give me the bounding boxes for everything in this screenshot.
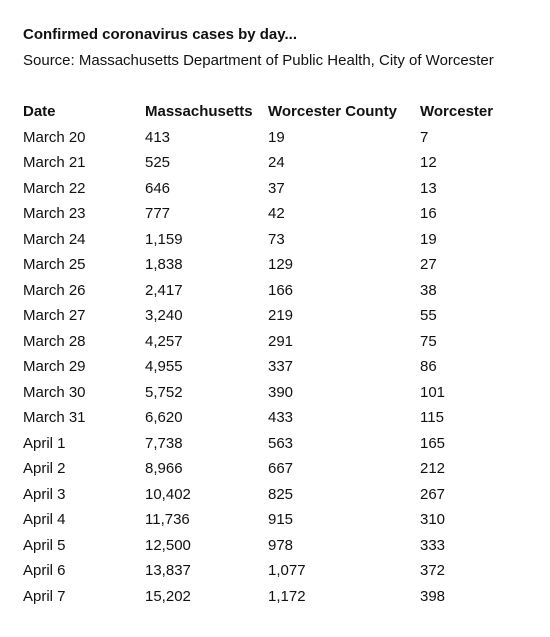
table-row — [23, 584, 510, 610]
cell-massachusetts: 4,955 — [145, 358, 183, 375]
table-row — [23, 125, 510, 151]
cell-worcester: 19 — [420, 230, 437, 248]
cell-date: April 7 — [23, 587, 66, 605]
table-row — [23, 354, 510, 380]
cell-worcester: 75 — [420, 332, 437, 350]
cell-massachusetts: 413 — [145, 128, 171, 146]
cell-date: March 25 — [23, 256, 86, 273]
cell-massachusetts: 7,738 — [145, 434, 183, 452]
cell-worcester: 38 — [420, 281, 437, 299]
cell-worcester-county: 1,172 — [268, 587, 306, 605]
table-row — [23, 507, 510, 533]
table-row — [23, 380, 510, 406]
cell-worcester-county: 1,077 — [268, 562, 306, 579]
cell-worcester: 310 — [420, 511, 446, 528]
cell-date: March 28 — [23, 332, 86, 350]
cell-worcester-county: 825 — [268, 485, 294, 503]
cell-date: April 1 — [23, 434, 66, 452]
cell-worcester-county: 978 — [268, 536, 294, 554]
table-row — [23, 456, 510, 482]
table-row — [23, 431, 510, 457]
source-line: Source: Massachusetts Department of Public Health, City of Worcester — [23, 52, 494, 69]
cell-worcester-county: 390 — [268, 383, 294, 401]
cell-massachusetts: 525 — [145, 154, 171, 171]
cell-worcester: 13 — [420, 179, 437, 197]
cell-date: March 20 — [23, 128, 86, 146]
cell-massachusetts: 13,837 — [145, 562, 191, 579]
header-massachusetts: Massachusetts — [145, 103, 253, 120]
cell-worcester-county: 563 — [268, 434, 294, 452]
header-worcester: Worcester — [420, 103, 494, 120]
cell-worcester-county: 219 — [268, 307, 294, 324]
cell-date: March 30 — [23, 383, 86, 401]
cell-date: March 26 — [23, 281, 86, 299]
cell-date: March 24 — [23, 230, 86, 248]
cell-massachusetts: 12,500 — [145, 536, 191, 554]
table-body — [23, 125, 510, 610]
cell-massachusetts: 777 — [145, 205, 171, 222]
cell-worcester-county: 129 — [268, 256, 294, 273]
cell-worcester: 212 — [420, 460, 446, 477]
cell-massachusetts: 10,402 — [145, 485, 191, 503]
cell-worcester: 372 — [420, 562, 446, 579]
page-title: Confirmed coronavirus cases by day... — [23, 26, 297, 43]
table-row — [23, 329, 510, 355]
table-row — [23, 176, 510, 202]
cell-worcester: 12 — [420, 154, 437, 171]
table-row — [23, 558, 510, 584]
table-row — [23, 201, 510, 227]
cell-date: April 2 — [23, 460, 66, 477]
table-row — [23, 278, 510, 304]
cell-worcester: 165 — [420, 434, 446, 452]
cell-date: April 6 — [23, 562, 66, 579]
cell-date: March 21 — [23, 154, 86, 171]
cell-worcester-county: 291 — [268, 332, 294, 350]
table-row — [23, 533, 510, 559]
cell-massachusetts: 4,257 — [145, 332, 183, 350]
table-header-row — [23, 99, 510, 125]
cell-worcester: 16 — [420, 205, 437, 222]
cell-worcester-county: 433 — [268, 409, 294, 426]
cell-massachusetts: 5,752 — [145, 383, 183, 401]
cell-massachusetts: 8,966 — [145, 460, 183, 477]
header-worcester-county: Worcester County — [268, 103, 397, 120]
cell-worcester-county: 337 — [268, 358, 294, 375]
cell-massachusetts: 11,736 — [145, 511, 190, 528]
cell-worcester: 398 — [420, 587, 446, 605]
cell-massachusetts: 3,240 — [145, 307, 183, 324]
cell-date: March 29 — [23, 358, 86, 375]
cell-worcester-county: 73 — [268, 230, 285, 248]
table-row — [23, 405, 510, 431]
cell-date: March 31 — [23, 409, 86, 426]
table-row — [23, 303, 510, 329]
cell-worcester: 333 — [420, 536, 446, 554]
table-row — [23, 150, 510, 176]
cell-worcester: 86 — [420, 358, 437, 375]
table-row — [23, 227, 510, 253]
cell-date: March 22 — [23, 179, 86, 197]
cell-massachusetts: 646 — [145, 179, 171, 197]
cell-massachusetts: 15,202 — [145, 587, 191, 605]
cell-worcester: 101 — [420, 383, 446, 401]
cell-worcester-county: 667 — [268, 460, 294, 477]
table-row — [23, 482, 510, 508]
cell-worcester: 115 — [420, 409, 444, 426]
cell-massachusetts: 6,620 — [145, 409, 183, 426]
cell-date: April 5 — [23, 536, 66, 554]
cell-worcester-county: 24 — [268, 154, 285, 171]
cell-worcester-county: 915 — [268, 511, 294, 528]
cases-table — [23, 99, 510, 609]
cell-date: March 27 — [23, 307, 86, 324]
header-date: Date — [23, 103, 56, 120]
cell-date: March 23 — [23, 205, 86, 222]
table-row — [23, 252, 510, 278]
cell-worcester-county: 37 — [268, 179, 285, 197]
cell-massachusetts: 1,159 — [145, 230, 183, 248]
cell-worcester-county: 42 — [268, 205, 285, 222]
cell-worcester-county: 19 — [268, 128, 285, 146]
cell-massachusetts: 1,838 — [145, 256, 183, 273]
cell-date: April 4 — [23, 511, 66, 528]
cell-worcester: 7 — [420, 128, 429, 146]
cell-worcester: 27 — [420, 256, 437, 273]
cell-massachusetts: 2,417 — [145, 281, 183, 299]
cell-worcester: 55 — [420, 307, 437, 324]
cell-worcester: 267 — [420, 485, 446, 503]
cell-date: April 3 — [23, 485, 66, 503]
cell-worcester-county: 166 — [268, 281, 294, 299]
